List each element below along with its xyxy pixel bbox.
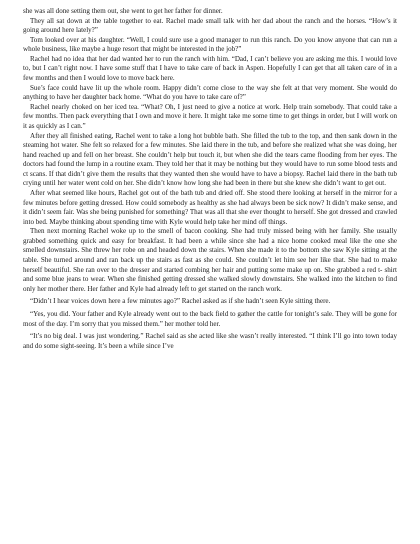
paragraph-5: Sue’s face could have lit up the whole room. Happy didn’t come close to the way she felt at that very moment. She would do anything to have her daughter back home. “What do you have to take care of?” [23,83,397,102]
paragraph-9: Then next morning Rachel woke up to the smell of bacon cooking. She had truly missed being with her family. She usually grabbed something quick and easy for breakfast. It had been a while since she had a nice home cooked meal like the one she smelled downstairs. She threw her robe on and headed down the stairs. When she made it to the bottom she saw Kyle sitting at the table. She turned around and ran back up the stairs as fast as she could. She couldn’t let him see her like that. She had to make herself beautiful. She ran over to the dresser and started combing her hair and putting some make up on. She grabbed a red t- shirt and some blue jeans to wear. When she finished getting dressed she walked slowly downstairs. She walked into the kitchen to find only her mother there. Her father and Kyle had already left to get started on the ranch work. [23,227,397,293]
paragraph-2: They all sat down at the table together to eat. Rachel made small talk with her dad about the ranch and the horses. “How’s it going around here lately?” [23,16,397,35]
paragraph-11: “Yes, you did. Your father and Kyle already went out to the back field to gather the cattle for tonight’s sale. They will be gone for most of the day. I’m sorry that you missed them.” her mother told her. [23,309,397,328]
paragraph-4: Rachel had no idea that her dad wanted her to run the ranch with him. “Dad, I can’t believe you are asking me this. I would love to, but I can’t right now. I have some stuff that I have to take care of back in Aspen. Hopefully I can get that all taken care of in a few months and then I would love to move back here. [23,54,397,83]
paragraph-6: Rachel nearly choked on her iced tea. “What? Oh, I just need to give a notice at work. Help train somebody. That could take a few months. Then pack everything that I own and move it here. It might take me some time to get things in order, but I will work on it as quickly as I can.” [23,102,397,130]
paragraph-7: After they all finished eating, Rachel went to take a long hot bubble bath. She filled the tub to the top, and then sank down in the steaming hot water. She felt so relaxed for a few minutes. She laid there in the tub, and before she realized what she was doing, her hand reached up and fell on her breast. She couldn’t help but touch it, but when she did the tears came flooding from her eyes. The doctors had found the lump in a routine exam. They told her that it may be nothing but they would have to run some blood tests and ct scans. If that didn’t give them the results that they wanted then she would have to have a biopsy. Rachel laid there in the bath tub crying until her water went cold on her. She didn’t know how long she had been in there but she knew she didn’t want to get out. [23,131,397,188]
paragraph-12: “It’s no big deal. I was just wondering.” Rachel said as she acted like she wasn’t really interested. “I think I’ll go into town today and do some sight-seeing. It’s been a while since I’ve [23,332,397,350]
paragraph-8: After what seemed like hours, Rachel got out of the bath tub and dried off. She stood there looking at herself in the mirror for a few minutes before getting dressed. How could somebody as healthy as she had always been be sick now? It didn’t make sense, and it didn’t seem fair. Was she being punished for something? That was all that she ever thought to herself. She got dressed and crawled into bed. Maybe thinking about spending time with Kyle would help take her mind off things. [23,188,397,226]
paragraph-10: “Didn’t I hear voices down here a few minutes ago?” Rachel asked as if she hadn’t seen Kyle sitting there. [30,297,331,306]
paragraph-3: Tom looked over at his daughter. “Well, I could sure use a good manager to run this ranch. Do you know anyone that can run a whole business, like maybe a huge resort that might be interested in the job?” [23,35,397,54]
paragraph-1: she was all done setting them out, she went to get her father for dinner. [23,7,223,15]
